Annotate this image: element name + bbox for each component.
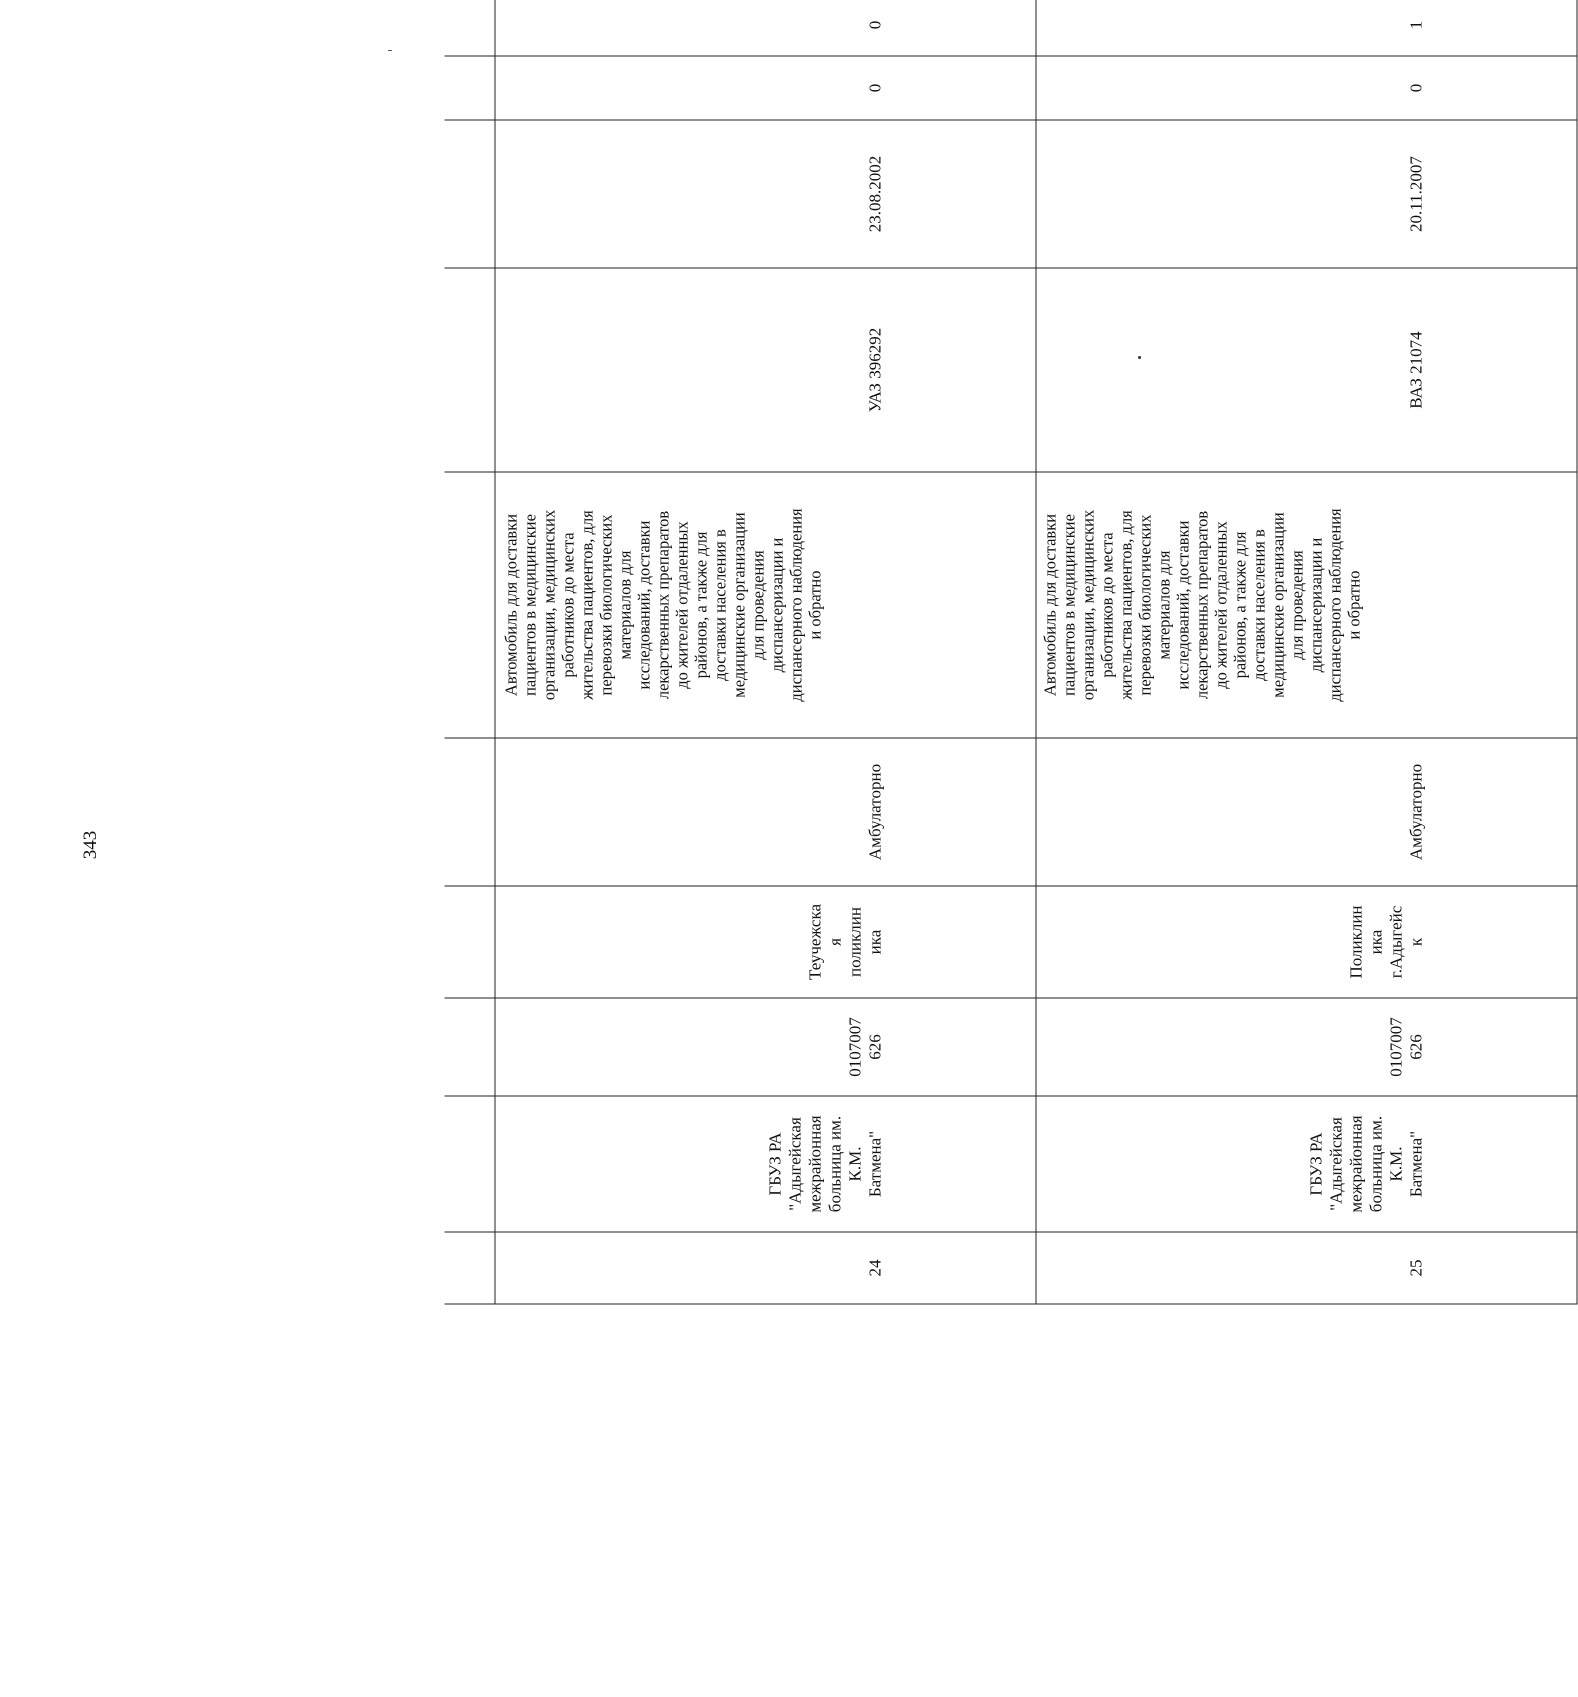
page-number: 343 bbox=[80, 830, 101, 860]
count-cell: 0 bbox=[1036, 56, 1577, 120]
vehicle-model: ВАЗ 21074 bbox=[1036, 268, 1577, 472]
vehicle-date: 20.11.2007 bbox=[1036, 120, 1577, 268]
header-cell bbox=[445, 268, 496, 472]
vehicle-purpose: Автомобиль для доставки пациентов в медицинские организации, медицинских работников до места жительства пациентов, для перевозки биологических материалов для исследований, доставки лекарственных препаратов до жителей отдаленных районов, а также для доставки населения в медицинские организации для проведения диспансеризации и диспансерного наблюдения и обратно bbox=[495, 472, 1036, 738]
vehicle-model: УАЗ 396292 bbox=[495, 268, 1036, 472]
header-cell bbox=[445, 738, 496, 886]
count-cell: 0 bbox=[495, 0, 1036, 56]
row-number: 25 bbox=[1036, 1232, 1577, 1304]
scan-mark bbox=[388, 50, 392, 51]
header-cell bbox=[445, 1096, 496, 1232]
subdivision-name: Поликлин ика г.Адыгейс к bbox=[1036, 886, 1577, 998]
header-cell bbox=[445, 998, 496, 1096]
count-cell: 1 bbox=[1036, 0, 1577, 56]
organization-name: ГБУЗ РА "Адыгейская межрайонная больница им. К.М. Батмена" bbox=[1036, 1096, 1577, 1232]
organization-name: ГБУЗ РА "Адыгейская межрайонная больница им. К.М. Батмена" bbox=[495, 1096, 1036, 1232]
table-row bbox=[495, 0, 1036, 1304]
care-type: Амбулаторно bbox=[495, 738, 1036, 886]
vehicle-date: 23.08.2002 bbox=[495, 120, 1036, 268]
header-cell bbox=[445, 120, 496, 268]
table-row bbox=[1036, 0, 1577, 1304]
row-number: 24 bbox=[495, 1232, 1036, 1304]
inn-code: 0107007 626 bbox=[495, 998, 1036, 1096]
count-cell: 0 bbox=[495, 56, 1036, 120]
header-cell bbox=[445, 472, 496, 738]
header-cell bbox=[445, 0, 496, 56]
header-cell bbox=[445, 56, 496, 120]
subdivision-name: Теучежска я поликлин ика bbox=[495, 886, 1036, 998]
header-cell bbox=[445, 886, 496, 998]
header-cell bbox=[445, 1232, 496, 1304]
inn-code: 0107007 626 bbox=[1036, 998, 1577, 1096]
vehicle-table bbox=[445, 0, 1426, 1305]
table-header-row bbox=[445, 0, 496, 1304]
vehicle-purpose: Автомобиль для доставки пациентов в медицинские организации, медицинских работников до места жительства пациентов, для перевозки биологических материалов для исследований, доставки лекарственных препаратов до жителей отдаленных районов, а также для доставки населения в медицинские организации для проведения диспансеризации и диспансерного наблюдения и обратно bbox=[1036, 472, 1577, 738]
care-type: Амбулаторно bbox=[1036, 738, 1577, 886]
